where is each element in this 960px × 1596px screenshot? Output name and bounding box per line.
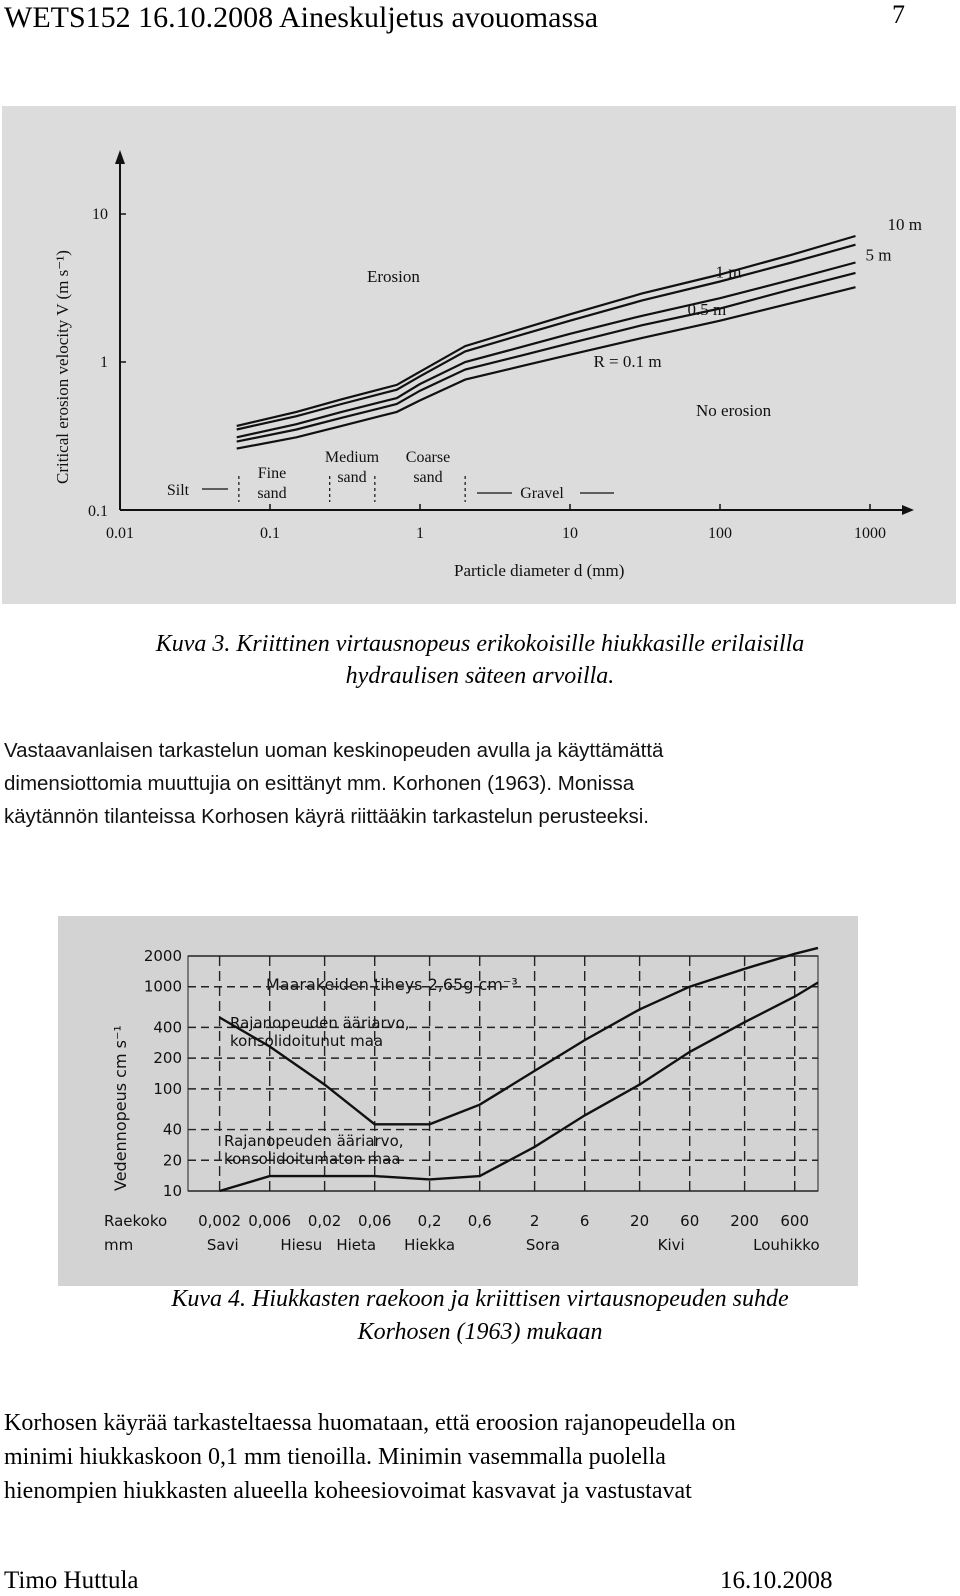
x-tick-label: 0.01 — [106, 525, 134, 542]
size-class-label: Medium — [324, 449, 380, 466]
page-number: 7 — [892, 0, 905, 29]
x-tick-label: 0,06 — [358, 1212, 392, 1230]
paragraph-2-line: Korhosen käyrää tarkasteltaessa huomataan, että eroosion rajanopeudella on — [4, 1410, 736, 1436]
x-tick-label: 10 — [562, 525, 578, 542]
size-class-label: Sora — [525, 1236, 560, 1254]
series-label: konsolidoitumaton maa — [224, 1150, 401, 1168]
x-tick-label: 0,02 — [307, 1212, 342, 1230]
y-tick-label: 20 — [162, 1151, 182, 1170]
series-label: 10 m — [887, 215, 922, 235]
y-tick-label: 10 — [162, 1182, 182, 1200]
size-class-label: Kivi — [657, 1236, 685, 1254]
figure3-caption-line2: hydraulisen säteen arvoilla. — [345, 663, 615, 689]
series-label: 0.5 m — [687, 299, 727, 319]
x-tick-label: 0,2 — [417, 1212, 442, 1230]
size-class-label: Hieta — [336, 1236, 377, 1254]
figure3-caption-line1: Kuva 3. Kriittinen virtausnopeus erikokoisille hiukkasille erilaisilla — [155, 631, 805, 657]
paragraph-2 — [4, 1406, 736, 1508]
x-axis-title-2: mm — [104, 1236, 134, 1254]
x-tick-label: 1 — [416, 525, 424, 542]
series-label: R = 0.1 m — [593, 352, 662, 372]
x-axis-title-1: Raekoko — [104, 1212, 168, 1230]
x-tick-label: 60 — [680, 1212, 700, 1230]
erosion-velocity-chart — [2, 106, 956, 604]
x-tick-label: 1000 — [854, 525, 886, 542]
density-note: Maarakeiden tiheys 2,65g cm⁻³ — [266, 975, 518, 994]
paragraph-1-line: Vastaavanlaisen tarkastelun uoman keskinopeuden avulla ja käyttämättä — [4, 739, 664, 762]
y-tick-label: 40 — [162, 1120, 182, 1139]
x-tick-label: 0,006 — [248, 1212, 292, 1230]
paragraph-1-line: dimensiottomia muuttujia on esittänyt mm. Korhonen (1963). Monissa — [4, 772, 635, 795]
size-class-label: Gravel — [520, 485, 564, 502]
paragraph-1-line: käytännön tilanteissa Korhosen käyrä riittääkin tarkastelun perusteeksi. — [4, 805, 649, 828]
size-class-label: Hiesu — [280, 1236, 323, 1254]
y-tick-label: 0.1 — [88, 503, 108, 520]
size-class-label: Louhikko — [753, 1236, 820, 1254]
x-tick-label: 6 — [579, 1212, 590, 1230]
x-axis-label: Particle diameter d (mm) — [454, 561, 625, 580]
x-axis-arrow — [902, 505, 914, 515]
x-tick-label: 2 — [529, 1212, 540, 1230]
size-class-label: sand — [257, 485, 287, 502]
x-tick-label: 0,6 — [467, 1212, 492, 1230]
size-class-label: Hiekka — [404, 1236, 456, 1254]
y-axis-label: Vedennopeus cm s⁻¹ — [111, 1025, 130, 1191]
size-class-label: sand — [337, 469, 367, 486]
size-class-label: Fine — [257, 465, 287, 482]
size-class-label: Silt — [166, 482, 190, 499]
y-tick-label: 1000 — [143, 977, 182, 996]
y-tick-label: 2000 — [143, 947, 182, 965]
paragraph-2-line: minimi hiukkaskoon 0,1 mm tienoilla. Minimin vasemmalla puolella — [4, 1444, 666, 1470]
region-label-no-erosion: No erosion — [696, 401, 772, 420]
figure-critical-erosion-velocity — [2, 106, 956, 604]
korhonen-chart — [58, 916, 858, 1286]
series-label: konsolidoitunut maa — [230, 1032, 384, 1050]
figure-korhonen-curve — [58, 916, 858, 1286]
y-tick-label: 200 — [153, 1049, 182, 1068]
x-tick-label: 100 — [708, 525, 732, 542]
footer-date: 16.10.2008 — [720, 1567, 833, 1594]
y-tick-label: 10 — [92, 206, 108, 223]
series-line — [237, 287, 856, 448]
y-tick-label: 100 — [153, 1079, 182, 1098]
series-label: 1 m — [715, 262, 742, 282]
figure4-caption-line2: Korhosen (1963) mukaan — [357, 1319, 603, 1345]
paragraph-1 — [4, 734, 663, 833]
series-label: Rajanopeuden ääriarvo, — [224, 1132, 404, 1150]
x-tick-label: 20 — [630, 1212, 650, 1230]
y-tick-label: 1 — [100, 354, 108, 371]
figure4-caption-line1: Kuva 4. Hiukkasten raekoon ja kriittisen virtausnopeuden suhde — [171, 1286, 789, 1312]
series-label: 5 m — [865, 245, 892, 265]
region-label-erosion: Erosion — [367, 267, 420, 286]
size-class-label: Savi — [206, 1236, 239, 1254]
y-axis-label: Critical erosion velocity V (m s⁻¹) — [53, 250, 72, 484]
x-tick-label: 600 — [780, 1212, 810, 1230]
x-tick-label: 200 — [730, 1212, 759, 1230]
x-tick-label: 0.1 — [260, 525, 280, 542]
series-line — [237, 236, 856, 426]
size-class-label: Coarse — [405, 449, 451, 466]
paragraph-2-line: hienompien hiukkasten alueella koheesiovoimat kasvavat ja vastustavat — [4, 1478, 692, 1504]
document-title: WETS152 16.10.2008 Aineskuljetus avouomassa — [4, 1, 599, 34]
y-tick-label: 400 — [153, 1018, 182, 1037]
x-tick-label: 0,002 — [198, 1212, 242, 1230]
footer-author: Timo Huttula — [4, 1567, 139, 1594]
series-label: Rajanopeuden ääriarvo, — [230, 1014, 410, 1032]
y-axis-arrow — [115, 150, 125, 164]
size-class-label: sand — [413, 469, 443, 486]
